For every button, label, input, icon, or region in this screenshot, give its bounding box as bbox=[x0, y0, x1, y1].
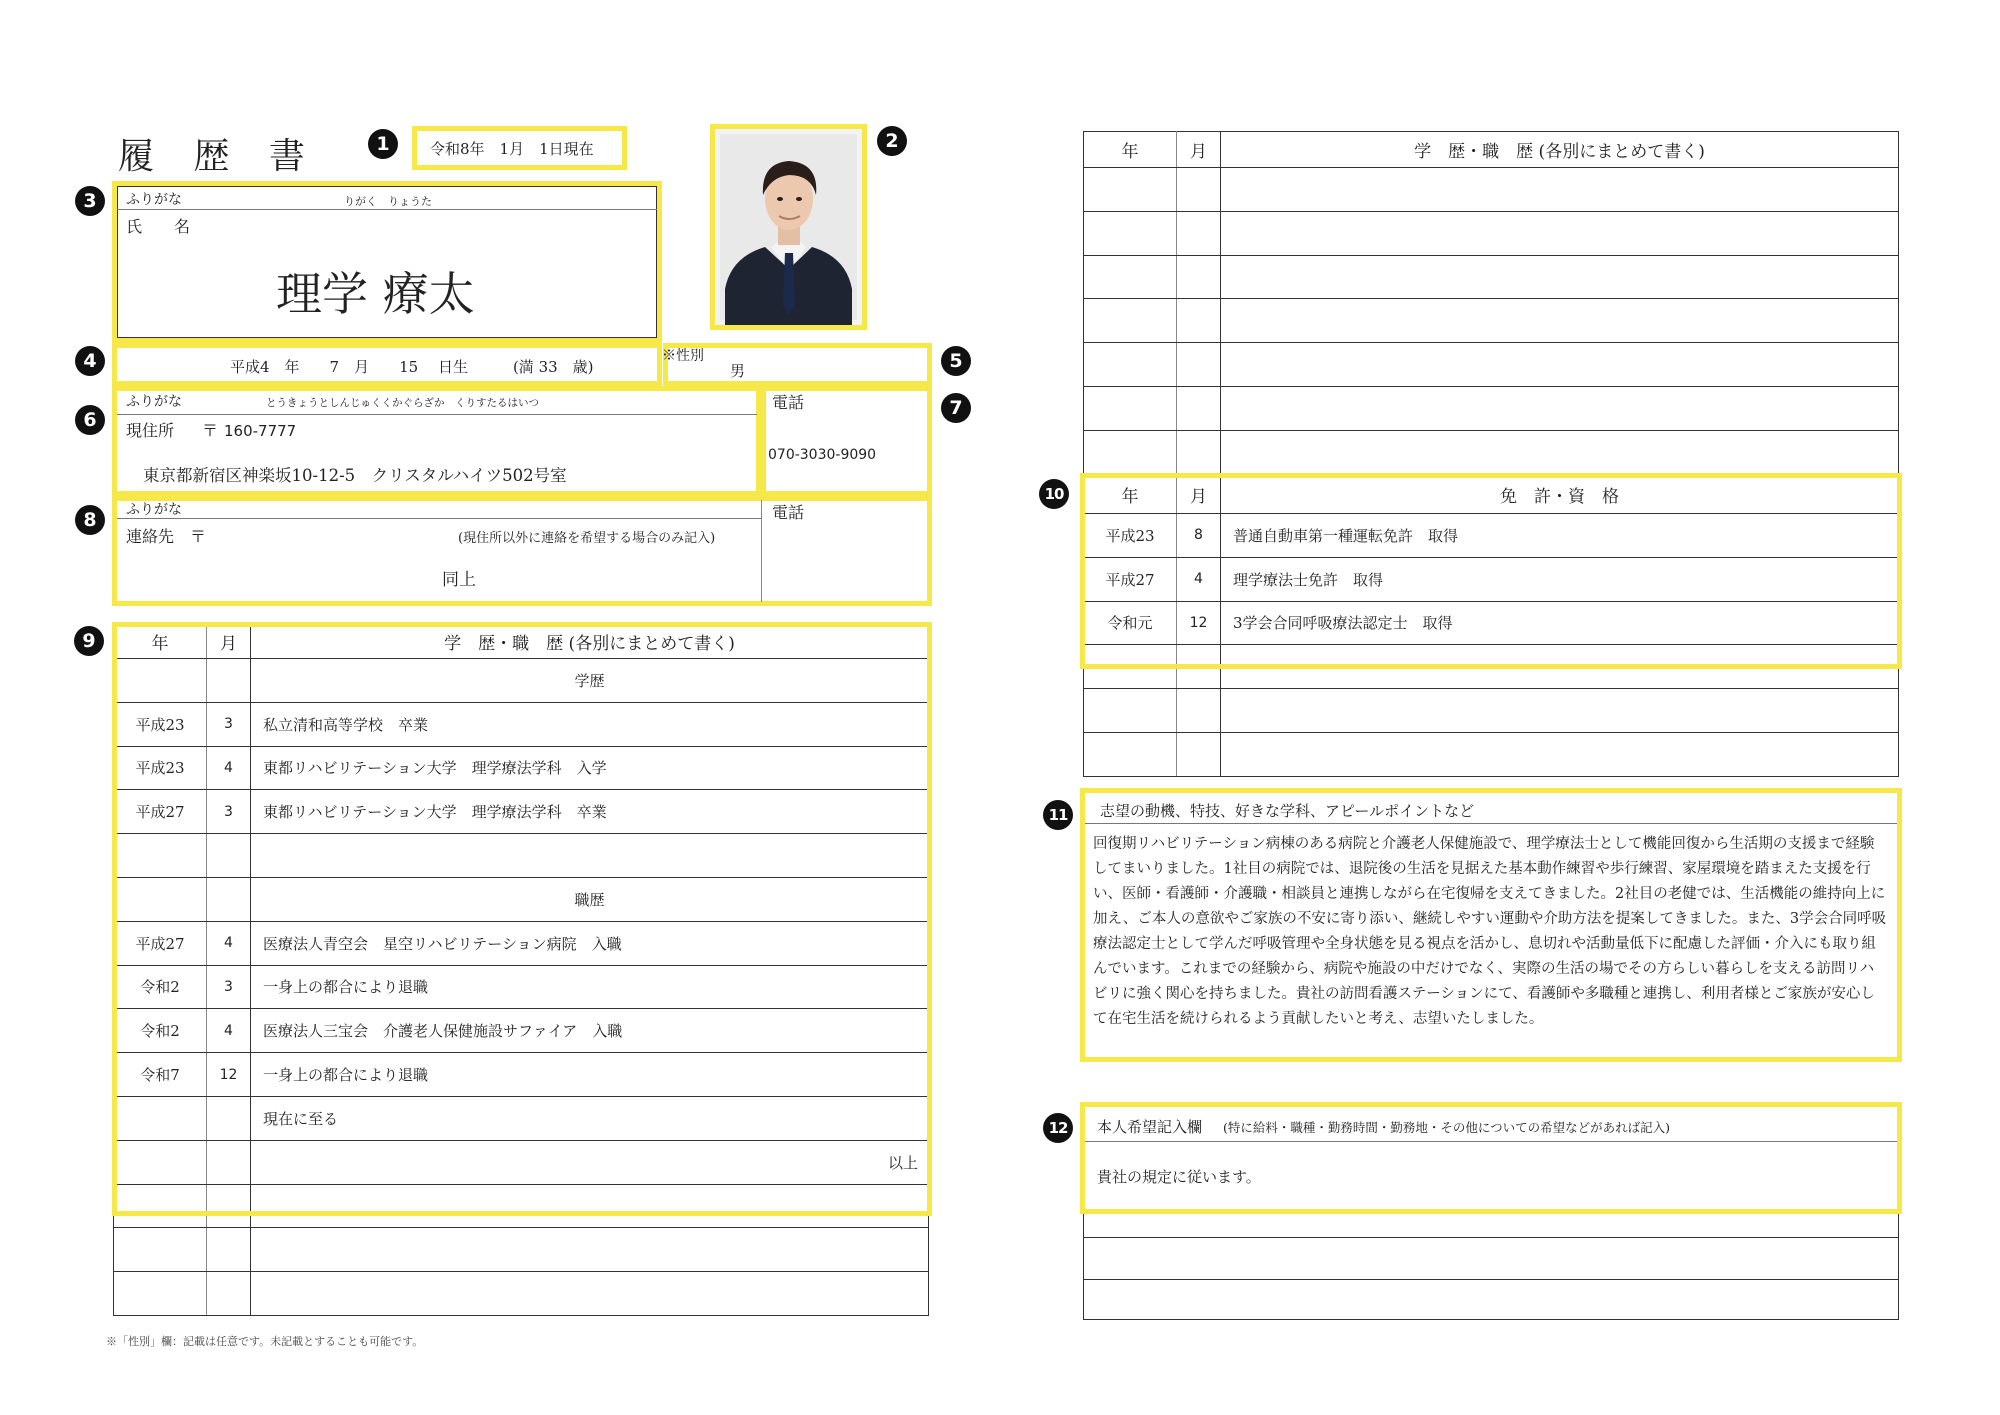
header-month: 月 bbox=[1177, 132, 1221, 168]
table-row bbox=[114, 746, 929, 790]
cell-year bbox=[1084, 689, 1177, 733]
table-row bbox=[114, 790, 929, 834]
cell-month: 4 bbox=[1177, 557, 1221, 601]
marker-4: 4 bbox=[75, 346, 105, 376]
table-row bbox=[114, 877, 929, 921]
cell-year bbox=[1084, 211, 1177, 255]
cell-content bbox=[1221, 211, 1899, 255]
cell-content bbox=[1221, 168, 1899, 212]
motivation-text: 回復期リハビリテーション病棟のある病院と介護老人保健施設で、理学療法士として機能回復から生活期の支援まで経験してまいりました。1社目の病院では、退院後の生活を見据えた基本動作練習や歩行練習、家屋環境を踏まえた支援を行い、医師・看護師・介護職・相談員と連携しながら在宅復帰を支えてきました。2社目の老健では、生活機能の維持向上に加え、ご本人の意欲やご家族の不安に寄り添い、継続しやすい運動や介助方法を提案してきました。また、3学会合同呼吸療法認定士として学んだ呼吸管理や全身状態を見る視点を活かし、息切れや活動量低下に配慮した評価・介入にも取り組んでいます。これまでの経験から、病院や施設の中だけでなく、実際の生活の場でその方らしい暮らしを支える訪問リハビリに強く関心を持ちました。貴社の訪問看護ステーションにて、看護師や多職種と連携し、利用者様とご家族が安心して在宅生活を続けられるよう貢献したいと考え、志望いたしました。 bbox=[1093, 836, 1887, 1027]
marker-8: 8 bbox=[75, 505, 105, 535]
cell-month bbox=[1177, 689, 1221, 733]
table-row bbox=[114, 659, 929, 703]
cell-month bbox=[207, 1096, 251, 1140]
cell-month bbox=[207, 1272, 251, 1316]
gender-label: ※性別 bbox=[662, 348, 704, 364]
table-row bbox=[114, 965, 929, 1009]
cell-month bbox=[207, 659, 251, 703]
cell-content bbox=[251, 1228, 929, 1272]
cell-content: 一身上の都合により退職 bbox=[251, 1053, 929, 1097]
photo-frame bbox=[710, 124, 867, 330]
cell-content: 東都リハビリテーション大学 理学療法学科 入学 bbox=[251, 746, 929, 790]
cell-content: 現在に至る bbox=[251, 1096, 929, 1140]
table-row bbox=[114, 921, 929, 965]
cell-year: 令和2 bbox=[114, 1009, 207, 1053]
postal-mark: 〒 bbox=[202, 421, 219, 440]
marker-1: 1 bbox=[368, 129, 398, 159]
marker-9: 9 bbox=[74, 626, 104, 656]
cell-content: 東都リハビリテーション大学 理学療法学科 卒業 bbox=[251, 790, 929, 834]
marker-2: 2 bbox=[877, 126, 907, 156]
wishes-note: (特に給料・職種・勤務時間・勤務地・その他についての希望などがあれば記入) bbox=[1223, 1120, 1671, 1135]
cell-year bbox=[114, 1184, 207, 1228]
cell-year bbox=[1084, 299, 1177, 343]
cell-year bbox=[114, 1228, 207, 1272]
cell-content bbox=[251, 1184, 929, 1228]
header-content: 免 許・資 格 bbox=[1221, 476, 1899, 514]
address-divider bbox=[117, 414, 757, 415]
table-row bbox=[1084, 299, 1899, 343]
wishes-rule-2 bbox=[1083, 1237, 1899, 1238]
marker-6: 6 bbox=[75, 405, 105, 435]
cell-year bbox=[1084, 645, 1177, 689]
cell-year bbox=[1084, 732, 1177, 776]
cell-content: 私立清和高等学校 卒業 bbox=[251, 702, 929, 746]
cell-year bbox=[114, 834, 207, 878]
table-header-row bbox=[1084, 132, 1899, 168]
cell-content: 医療法人青空会 星空リハビリテーション病院 入職 bbox=[251, 921, 929, 965]
marker-11: 11 bbox=[1043, 800, 1073, 830]
cell-year: 平成23 bbox=[114, 746, 207, 790]
cell-year bbox=[1084, 430, 1177, 474]
table-row bbox=[114, 702, 929, 746]
header-year: 年 bbox=[1084, 132, 1177, 168]
cell-month: 3 bbox=[207, 790, 251, 834]
name-furigana: りがく りょうた bbox=[344, 195, 432, 208]
table-row bbox=[1084, 689, 1899, 733]
contact-furigana-label: ふりがな bbox=[126, 502, 182, 518]
cell-year bbox=[1084, 386, 1177, 430]
phone-value: 070-3030-9090 bbox=[768, 447, 877, 463]
cell-month bbox=[207, 1228, 251, 1272]
cell-month: 4 bbox=[207, 921, 251, 965]
header-content: 学 歴・職 歴 (各別にまとめて書く) bbox=[1221, 132, 1899, 168]
cell-year bbox=[114, 659, 207, 703]
header-content: 学 歴・職 歴 (各別にまとめて書く) bbox=[251, 625, 929, 659]
cell-year: 平成27 bbox=[114, 921, 207, 965]
address-label: 現住所 bbox=[126, 421, 175, 440]
cell-content bbox=[251, 834, 929, 878]
cell-year: 令和2 bbox=[114, 965, 207, 1009]
cell-month bbox=[1177, 255, 1221, 299]
cell-month bbox=[1177, 299, 1221, 343]
postal-code: 160-7777 bbox=[224, 422, 297, 440]
contact-note: (現住所以外に連絡を希望する場合のみ記入) bbox=[458, 531, 716, 546]
header-month: 月 bbox=[207, 625, 251, 659]
header-month: 月 bbox=[1177, 476, 1221, 514]
address-furigana-label: ふりがな bbox=[126, 394, 182, 410]
history-table-right bbox=[1083, 131, 1899, 475]
table-row bbox=[1084, 343, 1899, 387]
table-row bbox=[1084, 601, 1899, 645]
wishes-divider bbox=[1083, 1141, 1899, 1142]
table-row bbox=[1084, 557, 1899, 601]
contact-highlight bbox=[112, 496, 932, 606]
table-header-row bbox=[1084, 476, 1899, 514]
cell-month bbox=[207, 834, 251, 878]
cell-content bbox=[1221, 645, 1899, 689]
cell-month: 8 bbox=[1177, 514, 1221, 558]
cell-content: 理学療法士免許 取得 bbox=[1221, 557, 1899, 601]
cell-month: 12 bbox=[207, 1053, 251, 1097]
gender-value: 男 bbox=[730, 362, 746, 380]
cell-month bbox=[1177, 168, 1221, 212]
table-row bbox=[114, 1184, 929, 1228]
table-row bbox=[114, 1053, 929, 1097]
cell-year bbox=[114, 1096, 207, 1140]
wishes-value: 貴社の規定に従います。 bbox=[1097, 1168, 1261, 1186]
birth-text: 平成4 年 7 月 15 日生 (満 33 歳) bbox=[230, 358, 594, 376]
table-header-row bbox=[114, 625, 929, 659]
cell-content bbox=[1221, 255, 1899, 299]
cell-month bbox=[207, 877, 251, 921]
cell-month: 12 bbox=[1177, 601, 1221, 645]
contact-divider bbox=[117, 518, 762, 519]
footnote: ※「性別」欄：記載は任意です。未記載とすることも可能です。 bbox=[106, 1335, 424, 1348]
table-row bbox=[114, 834, 929, 878]
table-row bbox=[114, 1096, 929, 1140]
address-furigana: とうきょうとしんじゅくくかぐらざか くりすたるはいつ bbox=[266, 397, 539, 409]
cell-month bbox=[1177, 430, 1221, 474]
cell-content: 医療法人三宝会 介護老人保健施設サファイア 入職 bbox=[251, 1009, 929, 1053]
wishes-rule-3 bbox=[1083, 1279, 1899, 1280]
marker-3: 3 bbox=[75, 186, 105, 216]
table-row bbox=[114, 1140, 929, 1184]
contact-value: 同上 bbox=[442, 570, 476, 590]
marker-5: 5 bbox=[941, 346, 971, 376]
marker-12: 12 bbox=[1043, 1113, 1073, 1143]
cell-year: 令和元 bbox=[1084, 601, 1177, 645]
phone-label: 電話 bbox=[772, 393, 805, 412]
table-row bbox=[1084, 168, 1899, 212]
name-furigana-label: ふりがな bbox=[126, 192, 182, 208]
motivation-divider bbox=[1083, 823, 1899, 824]
cell-content: 普通自動車第一種運転免許 取得 bbox=[1221, 514, 1899, 558]
cell-month bbox=[207, 1184, 251, 1228]
license-table bbox=[1083, 475, 1899, 777]
table-row bbox=[1084, 645, 1899, 689]
cell-content bbox=[1221, 430, 1899, 474]
cell-year: 平成23 bbox=[1084, 514, 1177, 558]
history-table-left bbox=[113, 624, 929, 1316]
cell-year bbox=[114, 1272, 207, 1316]
cell-content: 以上 bbox=[251, 1140, 929, 1184]
cell-year: 平成27 bbox=[1084, 557, 1177, 601]
table-row bbox=[114, 1272, 929, 1316]
cell-year bbox=[1084, 343, 1177, 387]
cell-month: 3 bbox=[207, 965, 251, 1009]
cell-content bbox=[1221, 343, 1899, 387]
cell-year bbox=[114, 877, 207, 921]
cell-content bbox=[1221, 732, 1899, 776]
table-row bbox=[1084, 211, 1899, 255]
cell-content: 3学会合同呼吸療法認定士 取得 bbox=[1221, 601, 1899, 645]
table-row bbox=[114, 1009, 929, 1053]
table-row bbox=[1084, 430, 1899, 474]
cell-content bbox=[1221, 386, 1899, 430]
wishes-label: 本人希望記入欄 bbox=[1097, 1118, 1203, 1136]
cell-month: 4 bbox=[207, 1009, 251, 1053]
contact-phone-label: 電話 bbox=[772, 503, 805, 522]
cell-month: 4 bbox=[207, 746, 251, 790]
cell-year: 平成23 bbox=[114, 702, 207, 746]
cell-year bbox=[114, 1140, 207, 1184]
cell-month bbox=[207, 1140, 251, 1184]
page-title: 履 歴 書 bbox=[118, 136, 319, 177]
wishes-rule-1 bbox=[1083, 1213, 1899, 1214]
cell-month bbox=[1177, 645, 1221, 689]
name-divider bbox=[117, 209, 657, 210]
address-value: 東京都新宿区神楽坂10-12-5 クリスタルハイツ502号室 bbox=[143, 466, 567, 485]
cell-month bbox=[1177, 343, 1221, 387]
cell-month bbox=[1177, 732, 1221, 776]
cell-month: 3 bbox=[207, 702, 251, 746]
cell-content bbox=[251, 1272, 929, 1316]
motivation-label: 志望の動機、特技、好きな学科、アピールポイントなど bbox=[1100, 802, 1475, 820]
cell-content bbox=[1221, 299, 1899, 343]
portrait-photo bbox=[715, 129, 862, 325]
cell-content bbox=[1221, 689, 1899, 733]
cell-month bbox=[1177, 211, 1221, 255]
cell-year: 平成27 bbox=[114, 790, 207, 834]
date-line: 令和8年 1月 1日現在 bbox=[430, 140, 594, 158]
table-row bbox=[1084, 732, 1899, 776]
table-row bbox=[114, 1228, 929, 1272]
cell-content: 一身上の都合により退職 bbox=[251, 965, 929, 1009]
cell-month bbox=[1177, 386, 1221, 430]
table-row bbox=[1084, 386, 1899, 430]
cell-year bbox=[1084, 255, 1177, 299]
table-row bbox=[1084, 255, 1899, 299]
wishes-box bbox=[1083, 1104, 1899, 1320]
header-year: 年 bbox=[1084, 476, 1177, 514]
contact-label: 連絡先 〒 bbox=[126, 527, 207, 546]
header-year: 年 bbox=[114, 625, 207, 659]
name-value: 理学 療太 bbox=[276, 267, 475, 321]
table-row bbox=[1084, 514, 1899, 558]
cell-content: 学歴 bbox=[251, 659, 929, 703]
marker-10: 10 bbox=[1039, 479, 1069, 509]
name-label: 氏 名 bbox=[126, 217, 191, 236]
marker-7: 7 bbox=[941, 393, 971, 423]
cell-year: 令和7 bbox=[114, 1053, 207, 1097]
cell-content: 職歴 bbox=[251, 877, 929, 921]
cell-year bbox=[1084, 168, 1177, 212]
contact-phone-divider bbox=[761, 500, 762, 602]
